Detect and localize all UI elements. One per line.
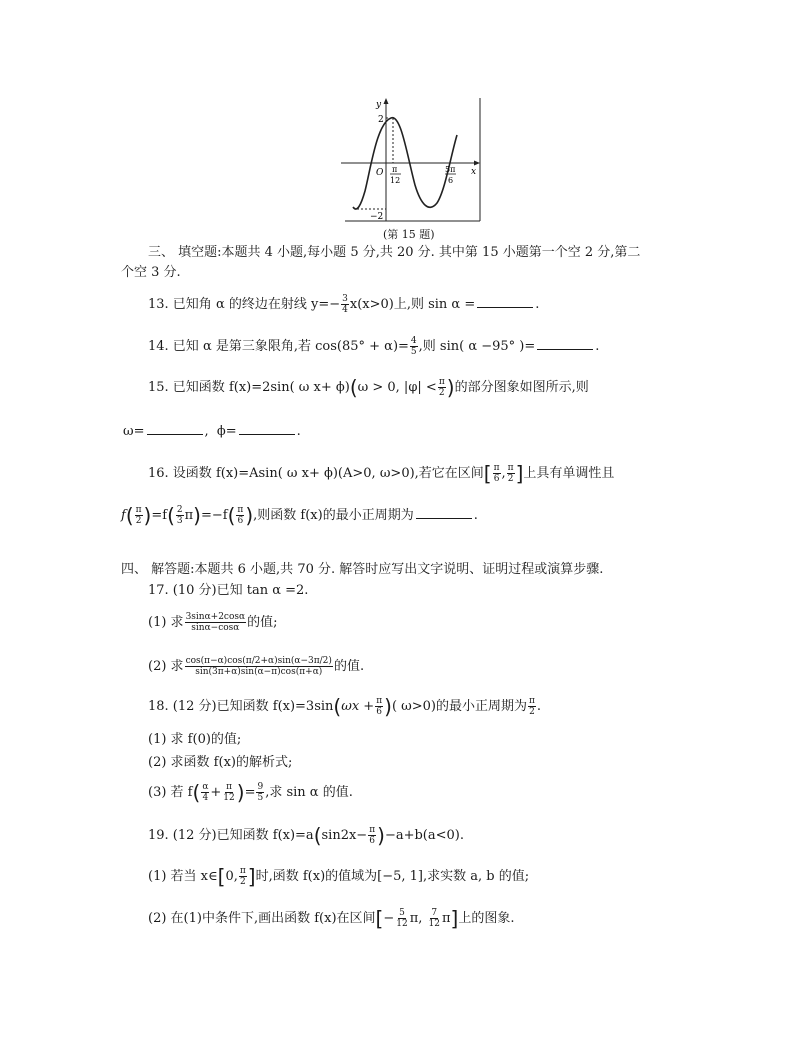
sine-graph-figure [335, 95, 495, 225]
q16-p1-close: ) [143, 503, 152, 528]
q18-twelve: 12 [223, 793, 235, 803]
q16-text-a: 16. 设函数 f(x)=Asin( ω x+ ϕ)(A>0, ω>0),若它在区间 [148, 466, 484, 481]
q16-eq1: =f [151, 508, 168, 523]
q16-iv2-num: π [507, 463, 514, 473]
q19-p2-n2: 7 [431, 908, 438, 918]
figure-caption: (第 15 题) [383, 228, 435, 241]
q16-pi-over-2 [135, 505, 143, 526]
q17-p2-tail: 的值. [333, 659, 365, 674]
q16-pi: π [184, 508, 194, 523]
q17-p2-den: sin(3π+α)sin(α−π)cos(π+α) [195, 667, 323, 677]
q18-p3-eq: = [244, 785, 256, 800]
q14-fraction [410, 336, 418, 357]
q19-p1-tail: 时,函数 f(x)的值域为[−5, 1],求实数 a, b 的值; [255, 869, 530, 884]
q15-text-c: 的部分图象如图所示,则 [454, 380, 589, 395]
question-18-part1: (1) 求 f(0)的值; [148, 732, 242, 747]
q19-p1-label: (1) 若当 x∈ [148, 869, 218, 884]
q18-alpha-over-4 [201, 782, 209, 803]
q18-p3-close: ) [236, 780, 245, 805]
q14-text-c: . [595, 339, 600, 354]
question-17-part1 [148, 612, 277, 633]
q15-frac-num: π [438, 377, 445, 387]
q15-paren-close: ) [446, 375, 455, 400]
y-axis-label: y [376, 100, 382, 110]
q15-paren-open: ( [349, 375, 358, 400]
q19-p2-minus: − [383, 911, 395, 926]
q16-two-thirds [176, 505, 184, 526]
q15-condition: ω > 0, |φ| < [357, 380, 437, 395]
q14-text-b: ,则 sin( α −95° )= [418, 339, 536, 354]
question-18-part2: (2) 求函数 f(x)的解析式; [148, 755, 293, 770]
q19-p2-pi2: π [441, 911, 451, 926]
q13-text-a: 13. 已知角 α 的终边在射线 y=− [148, 297, 341, 312]
q17-p2-label: (2) 求 [148, 659, 184, 674]
q18-pi-num: π [376, 696, 383, 706]
q13-text-c: . [535, 297, 540, 312]
q19-text-a: 19. (12 分)已知函数 f(x)=a [148, 828, 314, 843]
q19-p2-d2: 12 [428, 919, 440, 929]
question-18-stem [148, 696, 541, 717]
q19-p2-n1: 5 [399, 908, 405, 918]
q13-text-b: x(x>0)上,则 sin α = [349, 297, 476, 312]
x-axis-arrow [474, 161, 480, 166]
q19-p2-frac2 [428, 908, 441, 929]
q14-frac-den: 5 [410, 347, 417, 357]
q18-six: 6 [376, 707, 383, 717]
question-17-stem: 17. (10 分)已知 tan α =2. [148, 583, 309, 598]
q19-p1-den: 2 [239, 877, 246, 887]
q18-period [528, 696, 536, 717]
q16-p2-close: ) [193, 503, 201, 528]
q19-p1-close: ] [247, 864, 256, 889]
q19-p2-tail: 上的图象. [458, 911, 515, 926]
q18-pi-over-6 [375, 696, 383, 717]
question-15-answers [123, 422, 301, 441]
q18-text-b: ( ω>0)的最小正周期为 [391, 699, 527, 714]
q16-p1-open: ( [125, 503, 134, 528]
q15-omega-blank[interactable] [147, 422, 203, 435]
q16-interval-end [507, 463, 515, 484]
y-axis-arrow [384, 98, 389, 104]
q15-fraction [438, 377, 446, 398]
q19-p1-pi-over-2 [239, 866, 247, 887]
question-13 [148, 294, 539, 315]
q17-p1-tail: 的值; [247, 615, 278, 630]
x-axis-label: x [471, 167, 477, 177]
q16-f1: f [121, 508, 126, 523]
origin-label: O [376, 168, 384, 178]
q18-alpha: α [202, 782, 209, 792]
q16-iv1-den: 6 [493, 474, 500, 484]
question-15 [148, 377, 589, 398]
q19-p1-num: π [239, 866, 246, 876]
q13-frac-num: 3 [342, 294, 348, 304]
q16-text-b: 上具有单调性且 [523, 466, 615, 481]
question-16-condition [121, 505, 478, 526]
q15-omega-label: ω= [123, 424, 145, 439]
q18-four: 4 [202, 793, 209, 803]
q16-p2-open: ( [167, 503, 175, 528]
q16-interval-start [493, 463, 501, 484]
q16-eq2: =−f [200, 508, 228, 523]
q15-separator: , [204, 424, 209, 439]
q15-end: . [296, 424, 301, 439]
q19-p2-label: (2) 在(1)中条件下,画出函数 f(x)在区间 [148, 911, 376, 926]
x-tick-2-num: 5π [445, 165, 456, 174]
q14-text-a: 14. 已知 α 是第三象限角,若 cos(85° + α)= [148, 339, 409, 354]
q17-p2-num: cos(π−α)cos(π/2+α)sin(α−3π/2) [185, 656, 332, 666]
question-14 [148, 336, 599, 357]
q13-fraction [341, 294, 349, 315]
q19-six: 6 [369, 836, 376, 846]
question-18-part3 [148, 782, 353, 803]
q16-answer-blank[interactable] [416, 506, 472, 519]
q18-per-num: π [528, 696, 535, 706]
q16-three: 3 [176, 516, 183, 526]
y-min-label: −2 [370, 212, 384, 222]
q14-answer-blank[interactable] [537, 337, 593, 350]
q19-paren-close: ) [377, 823, 385, 848]
q15-phi-label: ϕ= [216, 424, 237, 439]
q17-p1-den: sinα−cosα [191, 623, 240, 633]
q17-p1-fraction [185, 612, 247, 633]
section3-heading-line2: 个空 3 分. [121, 265, 181, 280]
q16-text-c: ,则函数 f(x)的最小正周期为 [253, 508, 414, 523]
x-tick-2-den: 6 [448, 176, 454, 185]
q18-p3-tail: ,求 sin α 的值. [265, 785, 353, 800]
question-19-part2 [148, 908, 514, 929]
question-19-part1 [148, 866, 529, 887]
q19-text-b: −a+b(a<0). [384, 828, 464, 843]
question-19-stem [148, 825, 464, 846]
q13-answer-blank[interactable] [477, 295, 533, 308]
q16-two3-num: 2 [176, 505, 183, 515]
q19-p1-open: [ [217, 864, 226, 889]
q19-p2-close: ] [450, 906, 459, 931]
section3-heading-line1: 三、 填空题:本题共 4 小题,每小题 5 分,共 20 分. 其中第 15 小题第一个空 2 分,第二 [148, 245, 641, 260]
q18-nine-fifths [256, 782, 264, 803]
q18-five: 5 [257, 793, 264, 803]
q18-pi-over-12 [222, 782, 235, 803]
q16-two: 2 [135, 516, 142, 526]
q15-text-a: 15. 已知函数 f(x)=2sin( ω x+ ϕ) [148, 380, 350, 395]
q16-pi-over-6 [236, 505, 244, 526]
q19-p2-pi: π, [409, 911, 423, 926]
q18-p3-label: (3) 若 f [148, 785, 193, 800]
q19-p2-open: [ [375, 906, 384, 931]
q19-p2-d1: 12 [396, 919, 408, 929]
q19-p1-int-start: 0, [225, 869, 238, 884]
q18-per-den: 2 [529, 707, 535, 717]
y-max-label: 2 [378, 115, 384, 125]
q18-p3-open: ( [192, 780, 201, 805]
q19-pi-num: π [369, 825, 376, 835]
q14-frac-num: 4 [410, 336, 417, 346]
q13-frac-den: 4 [342, 305, 348, 315]
q18-nine: 9 [257, 782, 264, 792]
q16-pi-num-2: π [237, 505, 244, 515]
q19-pi-over-6 [368, 825, 376, 846]
q18-inner: ωx + [341, 699, 375, 714]
q16-pi-num-1: π [135, 505, 142, 515]
q16-iv2-den: 2 [507, 474, 514, 484]
q18-pi-num-2: π [226, 782, 232, 792]
q16-p3-close: ) [245, 503, 254, 528]
q16-bracket-close: ] [515, 461, 524, 486]
q18-text-a: 18. (12 分)已知函数 f(x)=3sin [148, 699, 334, 714]
question-16: 16. 设函数 f(x)=Asin( ω x+ ϕ)(A>0, ω>0),若它在区间[ $\frac{\pi}{6}$ , $\frac{\pi}{2}$ ]上具有单调性且 [148, 461, 615, 486]
x-tick-1-den: 12 [390, 176, 401, 185]
q16-iv1-num: π [493, 463, 500, 473]
q19-inner: sin2x− [321, 828, 368, 843]
q19-p2-frac1 [395, 908, 408, 929]
q18-plus: + [210, 785, 222, 800]
q16-bracket-open: [ [483, 461, 492, 486]
q18-end: . [536, 699, 542, 714]
q16-end: . [473, 508, 478, 523]
q16-six: 6 [237, 516, 244, 526]
q17-p2-fraction [185, 656, 333, 677]
q19-paren-open: ( [313, 823, 322, 848]
q15-phi-blank[interactable] [239, 422, 295, 435]
q15-frac-den: 2 [438, 388, 445, 398]
q17-p1-num: 3sinα+2cosα [185, 612, 246, 622]
q18-paren-close: ) [384, 694, 392, 719]
section4-heading: 四、 解答题:本题共 6 小题,共 70 分. 解答时应写出文字说明、证明过程或演算步骤. [121, 562, 604, 577]
q17-p1-label: (1) 求 [148, 615, 184, 630]
x-tick-1-num: π [392, 165, 398, 174]
question-17-part2 [148, 656, 364, 677]
q16-p3-open: ( [227, 503, 236, 528]
q18-paren-open: ( [333, 694, 342, 719]
